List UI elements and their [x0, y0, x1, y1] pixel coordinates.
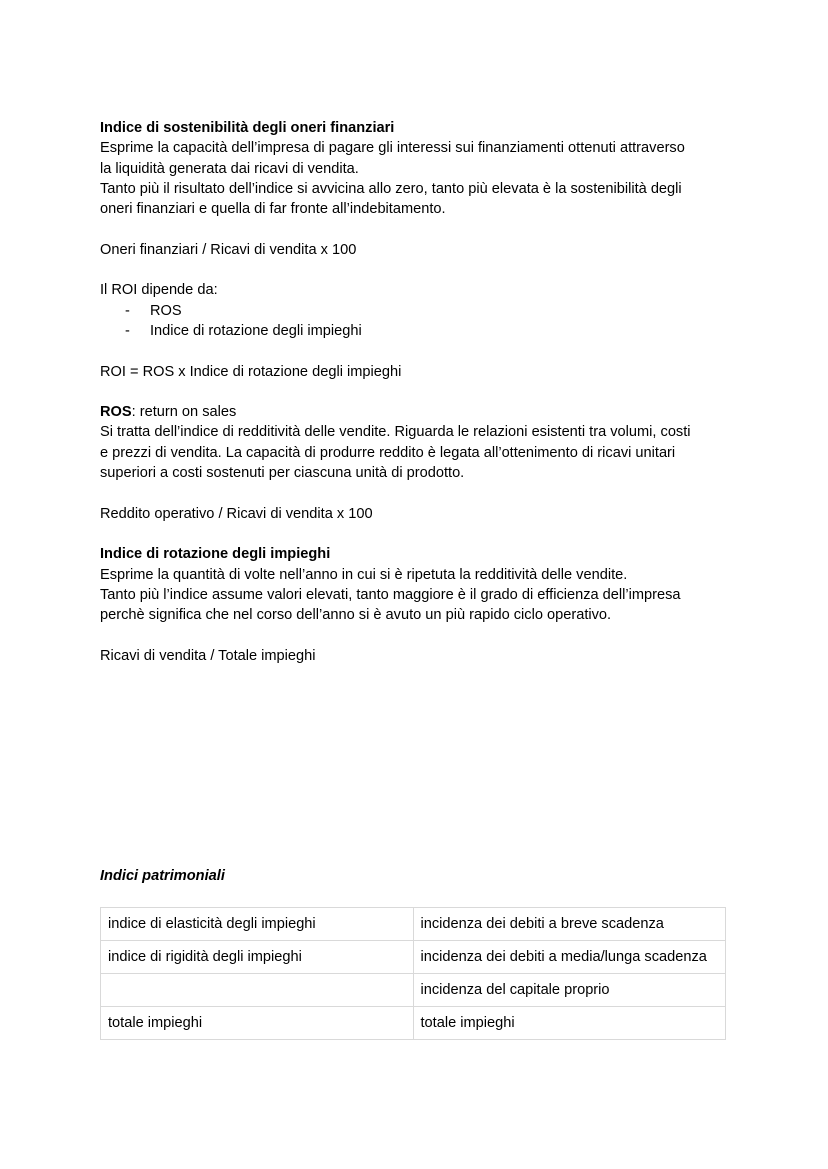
table-row [101, 1007, 726, 1040]
document-body [100, 118, 730, 666]
table-cell: totale impieghi [101, 1007, 414, 1040]
patrimoniali-section [100, 866, 730, 886]
formula-oneri: Oneri finanziari / Ricavi di vendita x 100 [100, 241, 357, 258]
paragraph-line: Si tratta dell’indice di redditività delle vendite. Riguarda le relazioni esistenti tra volumi, costi [100, 424, 691, 441]
paragraph-line: perchè significa che nel corso dell’anno si è avuto un più rapido ciclo operativo. [100, 607, 612, 624]
section-title-oneri: Indice di sostenibilità degli oneri finanziari [100, 120, 395, 136]
roi-intro: Il ROI dipende da: [100, 282, 218, 299]
table-cell: incidenza dei debiti a breve scadenza [413, 908, 726, 941]
table-cell: indice di rigidità degli impieghi [101, 941, 414, 974]
paragraph-line: e prezzi di vendita. La capacità di produrre reddito è legata all’ottenimento di ricavi unitari [100, 444, 676, 461]
roi-list [100, 301, 730, 342]
paragraph-line: Tanto più l’indice assume valori elevati, tanto maggiore è il grado di efficienza dell’impresa [100, 586, 681, 603]
table-row [101, 941, 726, 974]
formula-roi: ROI = ROS x Indice di rotazione degli impieghi [100, 363, 402, 380]
patrimoniali-table [100, 907, 726, 1040]
section-title-patrimoniali: Indici patrimoniali [100, 868, 225, 884]
formula-ros: Reddito operativo / Ricavi di vendita x 100 [100, 505, 373, 522]
table-cell: incidenza dei debiti a media/lunga scadenza [413, 941, 726, 974]
table-cell: indice di elasticità degli impieghi [101, 908, 414, 941]
paragraph-line: la liquidità generata dai ricavi di vendita. [100, 160, 359, 177]
table-row [101, 908, 726, 941]
ros-heading [100, 402, 730, 422]
list-item: - ROS [100, 301, 730, 321]
table-row [101, 974, 726, 1007]
paragraph-line: superiori a costi sostenuti per ciascuna unità di prodotto. [100, 465, 465, 482]
table-cell: totale impieghi [413, 1007, 726, 1040]
list-item: - Indice di rotazione degli impieghi [100, 321, 730, 341]
paragraph-line: Tanto più il risultato dell’indice si avvicina allo zero, tanto più elevata è la sostenibilità degli [100, 180, 682, 197]
table-cell [101, 974, 414, 1007]
paragraph-line: oneri finanziari e quella di far fronte all’indebitamento. [100, 201, 446, 218]
section-title-rotazione: Indice di rotazione degli impieghi [100, 546, 331, 563]
ros-subtitle: : return on sales [131, 404, 237, 421]
ros-title: ROS [100, 404, 132, 421]
table-cell: incidenza del capitale proprio [413, 974, 726, 1007]
formula-rotazione: Ricavi di vendita / Totale impieghi [100, 647, 316, 664]
paragraph-line: Esprime la quantità di volte nell’anno in cui si è ripetuta la redditività delle vendite. [100, 566, 628, 583]
paragraph-line: Esprime la capacità dell’impresa di pagare gli interessi sui finanziamenti ottenuti attraverso [100, 140, 685, 157]
